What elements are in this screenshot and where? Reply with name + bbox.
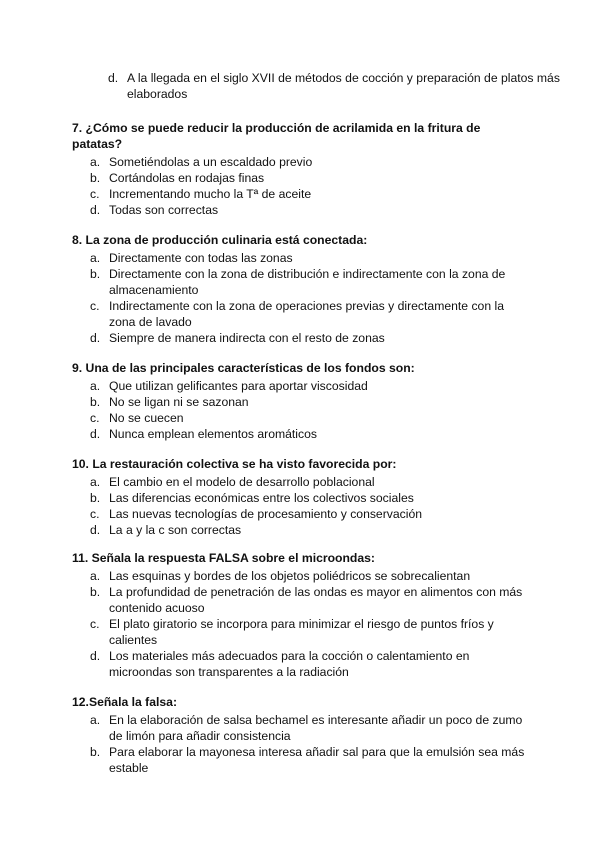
option-10a	[72, 474, 532, 490]
option-11c	[72, 616, 532, 648]
option-9b	[72, 394, 532, 410]
question-7	[72, 120, 532, 218]
option-text: Para elaborar la mayonesa interesa añadir sal para que la emulsión sea más estable	[109, 745, 525, 775]
option-text: Las esquinas y bordes de los objetos poliédricos se sobrecalientan	[109, 569, 471, 583]
option-letter: b.	[90, 745, 101, 759]
option-letter: d.	[90, 649, 101, 663]
option-text: Que utilizan gelificantes para aportar viscosidad	[109, 379, 368, 393]
option-letter: a.	[90, 713, 101, 727]
option-8a	[72, 250, 532, 266]
option-8d	[72, 330, 532, 346]
option-text: La profundidad de penetración de las ondas es mayor en alimentos con más contenido acuoso	[109, 585, 523, 615]
option-list	[72, 568, 532, 680]
option-7a	[72, 154, 532, 170]
option-6d	[90, 70, 567, 102]
option-letter: b.	[90, 395, 101, 409]
option-list	[72, 154, 532, 218]
option-text: Incrementando mucho la Tª de aceite	[109, 187, 312, 201]
option-8c	[72, 298, 532, 330]
question-title: 11. Señala la respuesta FALSA sobre el microondas:	[72, 551, 375, 565]
option-letter: b.	[90, 267, 101, 281]
option-letter: a.	[90, 475, 101, 489]
option-11d	[72, 648, 532, 680]
option-12b	[72, 744, 532, 776]
question-title: 9. Una de las principales características de los fondos son:	[72, 361, 415, 375]
option-list	[72, 474, 532, 538]
option-letter: c.	[90, 411, 100, 425]
option-letter: a.	[90, 251, 101, 265]
option-letter: b.	[90, 491, 101, 505]
option-7b	[72, 170, 532, 186]
option-text: No se ligan ni se sazonan	[109, 395, 249, 409]
option-11b	[72, 584, 532, 616]
option-8b	[72, 266, 532, 298]
option-letter: b.	[90, 585, 101, 599]
option-letter: d.	[108, 71, 119, 85]
option-text: Siempre de manera indirecta con el resto de zonas	[109, 331, 385, 345]
option-letter: a.	[90, 155, 101, 169]
question-title: 12.Señala la falsa:	[72, 695, 178, 709]
option-letter: a.	[90, 379, 101, 393]
question-title: 10. La restauración colectiva se ha visto favorecida por:	[72, 457, 397, 471]
option-text: Las nuevas tecnologías de procesamiento y conservación	[109, 507, 423, 521]
option-9c	[72, 410, 532, 426]
option-7c	[72, 186, 532, 202]
option-list	[72, 378, 532, 442]
option-letter: c.	[90, 617, 100, 631]
option-letter: d.	[90, 427, 101, 441]
question-title: 8. La zona de producción culinaria está conectada:	[72, 233, 368, 247]
question-8	[72, 232, 532, 346]
option-10b	[72, 490, 532, 506]
option-text: En la elaboración de salsa bechamel es interesante añadir un poco de zumo de limón para añadir consistencia	[109, 713, 523, 743]
option-letter: c.	[90, 299, 100, 313]
option-9d	[72, 426, 532, 442]
option-text: Cortándolas en rodajas finas	[109, 171, 265, 185]
option-text: Directamente con la zona de distribución e indirectamente con la zona de almacenamiento	[109, 267, 506, 297]
option-letter: d.	[90, 331, 101, 345]
option-letter: d.	[90, 523, 101, 537]
option-text: El cambio en el modelo de desarrollo poblacional	[109, 475, 375, 489]
option-10c	[72, 506, 532, 522]
option-letter: b.	[90, 171, 101, 185]
question-title: 7. ¿Cómo se puede reducir la producción de acrilamida en la fritura de patatas?	[72, 121, 481, 151]
question-12	[72, 694, 532, 776]
option-text: Nunca emplean elementos aromáticos	[109, 427, 317, 441]
option-text: Directamente con todas las zonas	[109, 251, 293, 265]
option-11a	[72, 568, 532, 584]
option-letter: c.	[90, 507, 100, 521]
option-text: La a y la c son correctas	[109, 523, 242, 537]
question-11	[72, 550, 532, 680]
option-text: Las diferencias económicas entre los colectivos sociales	[109, 491, 414, 505]
option-letter: c.	[90, 187, 100, 201]
option-letter: a.	[90, 569, 101, 583]
option-text: A la llegada en el siglo XVII de métodos de cocción y preparación de platos más elaborados	[127, 71, 560, 101]
option-text: No se cuecen	[109, 411, 184, 425]
option-text: El plato giratorio se incorpora para minimizar el riesgo de puntos fríos y calientes	[109, 617, 494, 647]
option-text: Sometiéndolas a un escaldado previo	[109, 155, 313, 169]
option-text: Todas son correctas	[109, 203, 219, 217]
question-10	[72, 456, 532, 538]
option-letter: d.	[90, 203, 101, 217]
option-7d	[72, 202, 532, 218]
option-12a	[72, 712, 532, 744]
question-9	[72, 360, 532, 442]
option-text: Los materiales más adecuados para la cocción o calentamiento en microondas son transparentes a la radiación	[109, 649, 470, 679]
option-10d	[72, 522, 532, 538]
option-text: Indirectamente con la zona de operaciones previas y directamente con la zona de lavado	[109, 299, 504, 329]
option-9a	[72, 378, 532, 394]
option-list	[72, 250, 532, 346]
option-list	[72, 712, 532, 776]
